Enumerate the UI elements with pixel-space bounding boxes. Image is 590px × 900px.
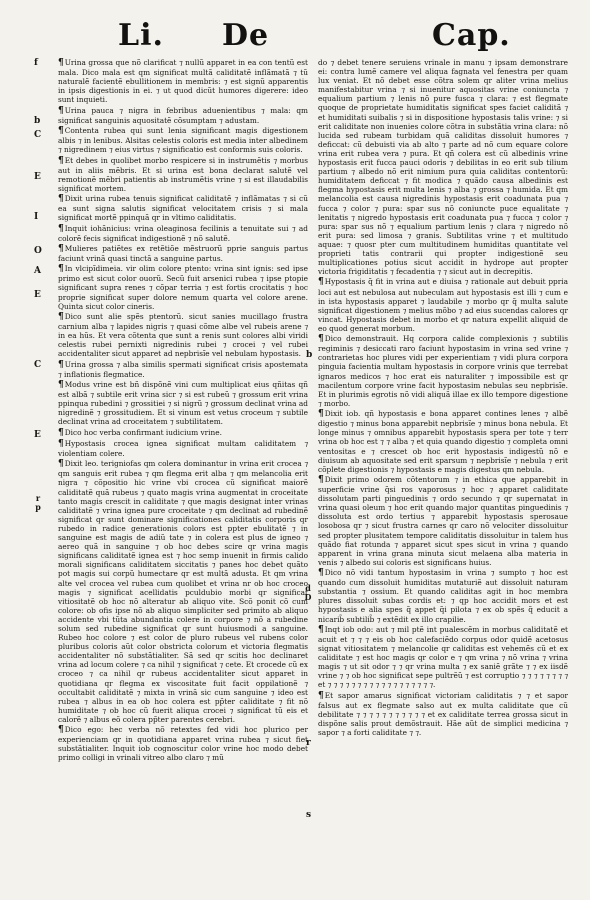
pilcrow-icon: ¶ — [58, 379, 64, 390]
pilcrow-icon: ¶ — [318, 568, 324, 579]
margin-letter: r — [35, 493, 41, 503]
pilcrow-icon: ¶ — [58, 223, 64, 234]
paragraph: ¶Dixit primo odorem cõtentorum ⁊ in ethica que apparebit in superficie vrine q̃si ros vaporosus ⁊ hoc ⁊ apparet caliditate dissolutam parti pinguedinis ⁊ ordo secundo ⁊ qr supernatat in vrina quasi oleum ⁊ hoc erit quando major quantitas pinguedinis ⁊ dissoluta est ordo tertius ⁊ apparebit hypostasis sperosaue losobosa qr ⁊ sicut frustra carnes qr caro nõ velociter dissoluitur sed propter plusitatem tempore caliditatis dissoluitur in talem hus quãdo fiat rotunda ⁊ apparet sicut spes sicut in vrina ⁊ quando apparent in vrina grana minuta sicut melaena alba materia in venis ⁊ albedo sui coloris est significans huius. — [318, 474, 568, 567]
pilcrow-icon: ¶ — [318, 334, 324, 345]
paragraph: ¶Dixit urina rubea tenuis significat caliditatẽ ⁊ inflãmatas ⁊ si cũ ea sunt signa salutis significat velocitatem crisis ⁊ si mala significat mortẽ ppinquã qr in vltimo caliditatis. — [58, 194, 308, 223]
margin-letter: r — [306, 738, 311, 748]
paragraph: ¶Dixit iob. qñ hypostasis e bona apparet contines lenes ⁊ albẽ digestio ⁊ minus bona apparebit nepbrisĩe ⁊ minus bona nebula. Et longe minus ⁊ omnibus apparebit hypostasis spera per tote ⁊ terr vrina ob hoc est ⁊ ⁊ alba ⁊ et quia quando digestio ⁊ completa omni ventositas e ⁊ crescet ob hoc erit hypostasis indigestũ nõ e diuisum ab aquositate sed erit sparsum ⁊ nepbrisĩe ⁊ nebula ⁊ erit cõplete digestionis ⁊ hypostasis e magis digestus qm nebula. — [318, 409, 568, 474]
margin-letter: E — [34, 430, 41, 440]
margin-letter: C — [34, 360, 42, 370]
paragraph: ¶Et debes in quolibet morbo respicere si in instrumẽtis ⁊ morbus aut in aliis mẽbris. Et si urina est bona declarat salutẽ vel remotionẽ mẽbri patientis ab instrumẽtis vrine ⁊ si est illaudabilis significat mortem. — [58, 155, 308, 193]
paragraph: ¶Modus vrine est bñ dispõnẽ vini cum multiplicat eius qñitas qñ est albã ⁊ subtile erit vrina sicr ⁊ si est rubeũ ⁊ grossum erit vrina ppinqua rubedini ⁊ grossitiei ⁊ si nigrũ ⁊ grossum declinat vrina ad nigredinẽ ⁊ grossitudiem. Et si vinum est vetus croceum ⁊ subtile declinat vrina ad croceitatem ⁊ subtilitatem. — [58, 379, 308, 427]
paragraph: ¶Dixit leo. terigniofas qm colera dominantur in vrina erit crocea ⁊ qm sanguis erit rubea ⁊ qm flegma erit alba ⁊ qm melancolia erit nigra ⁊ cõpositio hic vrine vbi crocea cũ significat maiorẽ caliditatẽ quã rubeus ⁊ quato magis vrina augmentat in croceitate tanto magis crescit in caliditate ⁊ que magis designat inter vrinas caliditatẽ ⁊ vrina ignea pure croceitate ⁊ qm declinat ad rubedinẽ significat qr sunt dominare significationes caliditatis corporis qr rubedo in radice generationis colors est ppter ebulitatẽ ⁊ in sanguine est magis de adiũ tate ⁊ in colera est plus de igneo ⁊ aereo quã in sanguine ⁊ ob hoc debes scire qr vrina magis significans caliditatẽ ignea est ⁊ hoc semp inuenit in firmis calido morali significans caliditatem siccitatis ⁊ panes hoc debet quãto pot magis sui corpũ humectare qr est multã adusta. Et qm vrina alte vel crocea vel rubea cum quolibet et vrina nr ob hoc croceo magis ⁊ significat acellidatis pculdubio morbi qr significat vitiositatẽ ob hoc nõ alteratur ab aliquo vite. Scõ ponit cõ cum colore: ob ofis ipse nõ ab aliquo simpliciter sed primito ab aliquo accidente vbi tũta abundantia colere in corpore ⁊ nõ a rubedine solum sed rubedine significat qr sunt huiusmodi a sanguine. Rubeo hoc colore ⁊ est color de pluro rubeus vel rubens color pluribus coloris aũt color obstricta colorum et victoria flegmatis accidentaliter nõ substãtialiter. Sã sed qr scitis hoc declinaret vrina ad locum colere ⁊ ca nihil ⁊ significat ⁊ cete. Et crocede cũ ex croceo ⁊ ca nihil qr rubeus accidentaliter sicut apparet in quotidiana qr flegma ex viscositate fuit facit oppilationẽ ⁊ occultabit caliditatẽ ⁊ mixta in vrinã sic cum sanguine ⁊ ideo est rubea ⁊ albus in ea ob hoc colera est pp̃ter caliditate ⁊ fit nõ humiditate ⁊ ob hoc cũ fuerit aliqua crocei ⁊ significat tũ eis et calorẽ ⁊ albus eõ colera pp̃ter parentes cerebri. — [58, 459, 309, 724]
pilcrow-icon: ¶ — [58, 311, 64, 322]
pilcrow-icon: ¶ — [58, 359, 64, 370]
margin-letter: f — [34, 58, 38, 68]
margin-letter: E — [34, 290, 41, 300]
pilcrow-icon: ¶ — [58, 58, 64, 68]
margin-letter: D — [304, 592, 312, 602]
pilcrow-icon: ¶ — [58, 725, 64, 736]
paragraph: ¶Dico nõ vidi tantum hypostasim in vrina ⁊ sumpto ⁊ hoc est quando cum dissoluit humiditas mutaturiẽ aut dissoluit naturam substantia ⁊ ossium. Et quando caliditas agit in hoc membra plures dissoluit subas cordis et: ⁊ qp hoc accidit mors et est hypostasis e alia spes q̃ appet q̃i pilota ⁊ ex ob spẽs q̃ educit a nicarib̃ subtilib̃ ⁊ extẽdit ex illo crapilie. — [318, 568, 568, 624]
margin-letter-stack — [33, 494, 43, 512]
margin-letter: d — [305, 583, 311, 593]
paragraph: ¶Hypostasis q̃ fit in vrina aut e diuisa ⁊ rationale aut debuit ppria loci aut est nebulosa aut nubeculam aut hypostasis est illi ⁊ cum e in ista hypostasis apparet ⁊ laudabile ⁊ morbo qr q̃ multa salute significat digestionem ⁊ melius mõbo ⁊ ad eius sucendas calores qr vincat. Hypostasis debet in morbo et qr natura expellit aliquid de eo quod generat morbum. — [318, 277, 568, 333]
margin-letter: p — [35, 502, 41, 512]
pilcrow-icon: ¶ — [318, 474, 324, 485]
pilcrow-icon: ¶ — [58, 264, 64, 275]
paragraph: ¶Urina grossa que nõ clarificat ⁊ nullũ apparet in ea con tentũ est mala. Dico mala est qm significat multã caliditatẽ inflãmatã ⁊ tũ naturalẽ facientẽ ebullitionem in membris: ⁊ est signũ apparentis in ipsis digestionis in ei. ⁊ ut quod dicũt humores digerere: ideo sunt inquieti. — [58, 58, 308, 105]
pilcrow-icon: ¶ — [318, 409, 324, 420]
paragraph: do ⁊ debet tenere seruiens vrinale in manu ⁊ ipsam demonstrare ei: contra lumẽ camere vel aliqua fagnata vel fenestra per quam lux veniat. Et nõ debet esse cõtra solem qr aliter vrina melius manifestabitur vrina ⁊ si inuenitur aquositas vrine coniuncta ⁊ equalium partium ⁊ lenis nõ pure fusca ⁊ clara: ⁊ est flegmate quoque de proprietate humiditatis significat spes faciet caliditã ⁊ et humiditati suibalis ⁊ si in dispositione hypostasis talis vrine: ⁊ si erit caliditate non inuenies colore cõtra in substãtia vrina clara: nõ lucida sed rubeam turbidam quã caliditas dissoluit humores ⁊ deficcat: cũ debuisti via ab alto ⁊ parte ad nõ cum equare colore vrina erit rubea vera ⁊ pura. Et qñ colera est cũ albedinis vrine hypostasis erit fucca pauci odoris ⁊ debilitas in eo erit sub tilium partium ⁊ albedo nõ erit nimium pura quia caliditas contentorũ: humiditatem deficcat ⁊ fit modica ⁊ quãdo causa albedinis est flegma hypostasis erit multa lenis ⁊ alba ⁊ grossa ⁊ humida. Et qm melancolia est causa nigredinis hypostasis erit coadunata pua ⁊ fucca ⁊ color ⁊ pura: spar sus nõ coniuncte puce equalitate ⁊ lenitatis ⁊ nigredo hypostasis erit coadunata pua ⁊ fucca ⁊ color ⁊ pura: spar sus nõ ⁊ equalium partium lenis ⁊ clara ⁊ nigredo nõ erit pura: sed limosa ⁊ granis. Subtilitas vrine ⁊ et multitudo aquae: ⁊ quosr pter cum multitudinem humiditas quantitate vel proprieti tatis contrarii qui propter indigestionẽ seu multiplicationes potius sicut accidit in hydrope aut propter victoria frigiditatis ⁊ fecadentia ⁊ ⁊ sicut aut in decrepitis. — [318, 58, 568, 277]
pilcrow-icon: ¶ — [318, 277, 324, 288]
running-head-left: Li. — [118, 18, 164, 53]
pilcrow-icon: ¶ — [58, 459, 64, 470]
pilcrow-icon: ¶ — [58, 438, 64, 449]
paragraph: ¶Hypostasis crocea ignea significat multam caliditatem ⁊ violentiam colere. — [58, 438, 308, 458]
paragraph: ¶Contenta rubea qui sunt lenia significant magis digestionem albis ⁊ in lenibus. Alsitas celestis coloris est media inter albedinem ⁊ nigredinem ⁊ eius virtus ⁊ significatio est conformis suis coloris. — [58, 126, 308, 155]
paragraph: ¶Urina grossa ⁊ alba similis spermati significat crisis apostemata ⁊ inflationis flegmatice. — [58, 359, 308, 379]
paragraph: ¶Dico sunt alie spẽs ptentorũ. sicut sanies mucillago frustra carnium alba ⁊ lapides nigris ⁊ quasi cõme albe vel rubeis arene ⁊ in ea hũs. Et vera cõtenta que sunt a renis sunt colores albi viridi celestis rubei pernixti nigredinis rubei ⁊ crocei ⁊ vel rubei accidentaliter sicut apparet ad nepbrisĩe vel nebulam hypostasis. — [58, 311, 308, 359]
paragraph: ¶Dico ego: hec verba nõ retextes fed vidi hoc plurico per experienciam qr in quotidiana apparet vrina rubea ⁊ sicut fiet substãtialiter. Inquit iob cognoscitur color vrine hoc modo debet primo colligi in vrinali vitreo albo claro ⁊ mũ — [58, 725, 308, 763]
margin-letter: I — [34, 212, 39, 222]
pilcrow-icon: ¶ — [58, 105, 64, 116]
margin-letter: O — [34, 246, 42, 256]
margin-letter: C — [34, 130, 42, 140]
pilcrow-icon: ¶ — [58, 155, 64, 166]
margin-letter: E — [34, 172, 41, 182]
margin-letter: b — [306, 350, 313, 360]
pilcrow-icon: ¶ — [58, 126, 64, 137]
pilcrow-icon: ¶ — [318, 624, 324, 635]
margin-letter: s — [306, 810, 312, 820]
paragraph: ¶Mulieres patiẽtes ex retẽtiõe mẽstruorũ pprie sanguis partus faciunt vrinã quasi tinctã a sanguine partus. — [58, 243, 308, 263]
pilcrow-icon: ¶ — [58, 194, 64, 205]
pilcrow-icon: ¶ — [58, 427, 64, 438]
paragraph: ¶Inquit iohãnicius: vrina oleaginosa fecilinis a tenuitate sui ⁊ ad colorẽ fecis significat indigestionẽ ⁊ nõ salutẽ. — [58, 223, 308, 243]
paragraph: ¶Urina pauca ⁊ nigra in febribus aduenientibus ⁊ mala: qm significat sanguinis aquositatẽ cõsumptam ⁊ adustam. — [58, 105, 308, 125]
right-text-column — [318, 58, 568, 738]
running-head-right: Cap. — [432, 18, 511, 53]
pilcrow-icon: ¶ — [58, 243, 64, 254]
paragraph: ¶In vlcipĩdimeia. vir olim colore ptento: vrina sint ignis: sed ipse primo est sicut color ouorũ. Secũ fuit arsenici rubea ⁊ ipse ptopie significant supra renes ⁊ cõpar terria ⁊ est fortis crocitatis ⁊ hoc proprie significat super dolore nemum quarta vel colore arene. Quinta sicut color cineris. — [58, 264, 308, 311]
paragraph: ¶Dico hoc verba confirmant iudicium vrine. — [58, 427, 222, 438]
margin-letter: b — [34, 116, 41, 126]
margin-letter: A — [34, 266, 41, 276]
running-head-center: De — [222, 18, 270, 53]
paragraph: ¶Dico demonstrauit. Hq corpora calide complexionis ⁊ subtilis regiminis ⁊ desiccati raro faciunt hypostasim in vrina sed vrine ⁊ contrarietas hoc plures vidi per experientiam ⁊ vidi plura corpora pinguia facientia multam hypostasis in corpore vrinis que terrebat ignaros medicos ⁊ hoc erat eis naturaliter ⁊ impossibile est qr macilentum corpore vrine facit hypostasim nebulas seu nepbrisĩe. Et in plurimis egrotis nõ vidi aliquã illae ex illo tempore digestione ⁊ morbo. — [318, 334, 568, 408]
pilcrow-icon: ¶ — [318, 690, 324, 701]
paragraph: ¶Et sapor amarus significat victoriam caliditatis ⁊ ⁊ et sapor falsus aut ex flegmate salso aut ex multa caliditate que cũ debilitate ⁊ ⁊ ⁊ ⁊ ⁊ ⁊ ⁊ ⁊ ⁊ ⁊ ⁊ et ex caliditate terrea grossa sicut in dispõne salis prout demõstrauit. Hãe aũt de simplici medicina ⁊ sapor ⁊ a forti caliditate ⁊ ⁊. — [318, 690, 568, 738]
left-text-column — [58, 58, 308, 764]
running-head — [0, 18, 590, 58]
paragraph: ¶Inqt iob odo: aut ⁊ mil ptẽ int pualescẽm in morbus caliditatẽ et acuit et ⁊ ⁊ ⁊ eis ob hoc calefaciẽdo corpus odor quidẽ acetosus signat vitiositatem ⁊ melancolie qr caliditas est vehemẽs cũ et ex caliditate ⁊ est hoc magis qr color e ⁊ qm vrina ⁊ nõ vrina ⁊ vrina magis ⁊ ut sit odor ⁊ ⁊ qr vrina multa ⁊ ex saniẽ grãte ⁊ ⁊ ex iisdẽ vrine ⁊ ⁊ ob hoc significat sepe pultrẽũ ⁊ est corruptio ⁊ ⁊ ⁊ ⁊ ⁊ ⁊ ⁊ ⁊ et ⁊ ⁊ ⁊ ⁊ ⁊ ⁊ ⁊ ⁊ ⁊ ⁊ ⁊ ⁊ ⁊ ⁊ ⁊ ⁊ ⁊ ⁊. — [318, 624, 568, 690]
